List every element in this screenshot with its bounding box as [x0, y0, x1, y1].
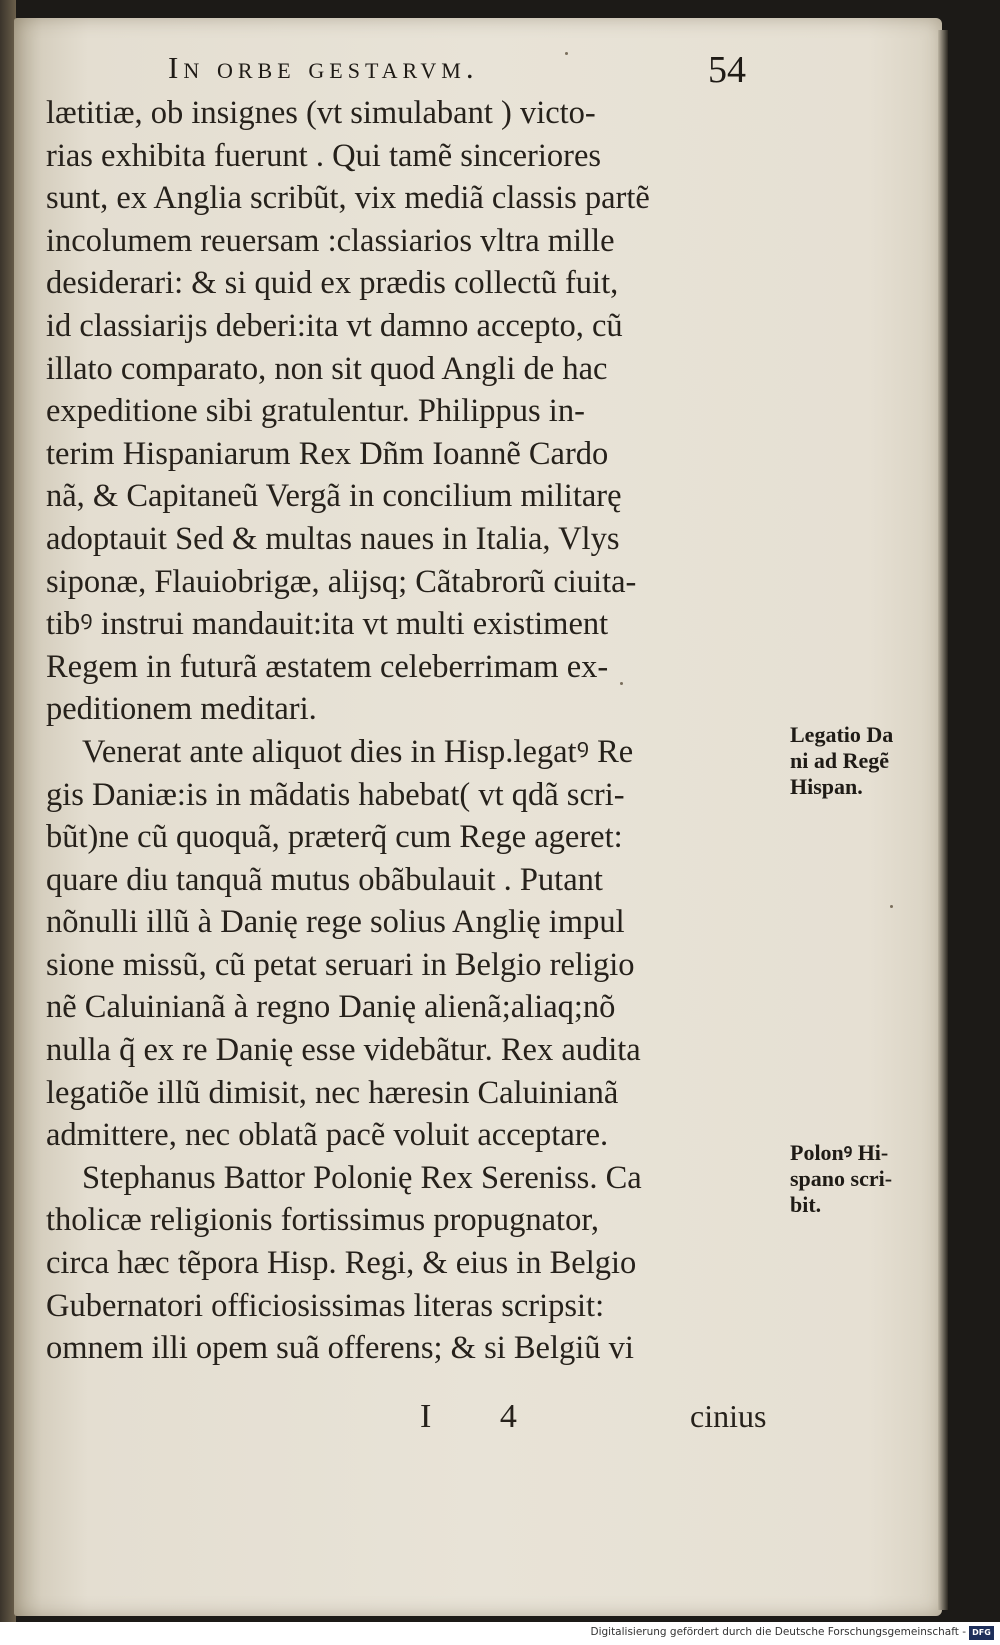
- text-line: admittere, nec oblatã pacẽ voluit acceptare.: [46, 1117, 609, 1154]
- text-line: nulla q̃ ex re Danię esse videbãtur. Rex audita: [46, 1032, 641, 1069]
- text-line: sunt, ex Anglia scribũt, vix mediã classis partẽ: [46, 180, 650, 217]
- paragraph-start-line: Stephanus Battor Polonię Rex Sereniss. Ca: [82, 1159, 642, 1196]
- main-text: [46, 92, 786, 1370]
- text-line: sione missũ, cũ petat seruari in Belgio religio: [46, 946, 635, 983]
- signature-mark: I 4: [420, 1398, 547, 1435]
- text-line: gis Daniæ:is in mãdatis habebat( vt qdã scri-: [46, 776, 625, 813]
- text-line: nẽ Caluinianã à regno Danię alienã;aliaq;nõ: [46, 989, 616, 1026]
- text-line: tibꝰ instrui mandauit:ita vt multi existiment: [46, 606, 609, 643]
- text-line: peditionem meditari.: [46, 691, 317, 728]
- funding-credit: Digitalisierung gefördert durch die Deutsche Forschungsgemeinschaft -: [590, 1626, 966, 1638]
- footer-bar: [0, 1622, 1000, 1645]
- margin-note-line: spano scri-: [790, 1166, 893, 1191]
- text-line: tholicæ religionis fortissimus propugnator,: [46, 1202, 599, 1239]
- text-line: circa hæc tẽpora Hisp. Regi, & eius in Belgio: [46, 1245, 637, 1282]
- text-line: nã, & Capitaneũ Vergã in concilium militarę: [46, 478, 622, 515]
- text-line: terim Hispaniarum Rex Dñm Ioannẽ Cardo: [46, 435, 609, 472]
- page-number: 54: [708, 49, 746, 91]
- margin-note-line: ni ad Regẽ: [790, 748, 889, 773]
- margin-note-legatio: [790, 722, 940, 800]
- margin-note-polonus: [790, 1140, 940, 1218]
- paper-fleck: [565, 52, 568, 55]
- running-title: In orbe gestarvm.: [168, 50, 479, 85]
- text-line: illato comparato, non sit quod Angli de hac: [46, 350, 608, 387]
- page-edge: [938, 30, 948, 1610]
- text-line: incolumem reuersam :classiarios vltra mille: [46, 222, 615, 259]
- margin-note-line: Legatio Da: [790, 722, 894, 747]
- dfg-logo: DFG: [969, 1626, 994, 1640]
- text-line: id classiarijs deberi:ita vt damno accepto, cũ: [46, 307, 623, 344]
- catchword: cinius: [690, 1398, 767, 1434]
- margin-note-line: Polonꝰ Hi-: [790, 1140, 889, 1165]
- text-line: desiderari: & si quid ex prædis collectũ fuit,: [46, 265, 619, 302]
- text-line: omnem illi opem suã offerens; & si Belgiũ vi: [46, 1330, 634, 1367]
- text-line: nõnulli illũ à Danię rege solius Anglię impul: [46, 904, 625, 941]
- text-line: expeditione sibi gratulentur. Philippus in-: [46, 393, 585, 430]
- text-line: siponæ, Flauiobrigæ, alijsq; Cãtabrorũ ciuita-: [46, 563, 637, 600]
- text-line: Regem in futurã æstatem celeberrimam ex-: [46, 648, 609, 685]
- text-line: legatiõe illũ dimisit, nec hæresin Caluinianã: [46, 1074, 619, 1111]
- paper-fleck: [890, 905, 893, 908]
- text-line: adoptauit Sed & multas naues in Italia, Vlys: [46, 520, 620, 557]
- paragraph-start-line: Venerat ante aliquot dies in Hisp.legatꝰ Re: [82, 733, 634, 770]
- margin-note-line: Hispan.: [790, 774, 863, 799]
- text-line: rias exhibita fuerunt . Qui tamẽ sinceriores: [46, 137, 602, 174]
- text-line: bũt)ne cũ quoquã, præterq̃ cum Rege ageret:: [46, 819, 623, 856]
- margin-note-line: bit.: [790, 1192, 822, 1217]
- text-line: quare diu tanquã mutus obãbulauit . Putant: [46, 861, 603, 898]
- text-line: lætitiæ, ob insignes (vt simulabant ) victo-: [46, 95, 596, 131]
- text-line: Gubernatori officiosissimas literas scripsit:: [46, 1287, 605, 1324]
